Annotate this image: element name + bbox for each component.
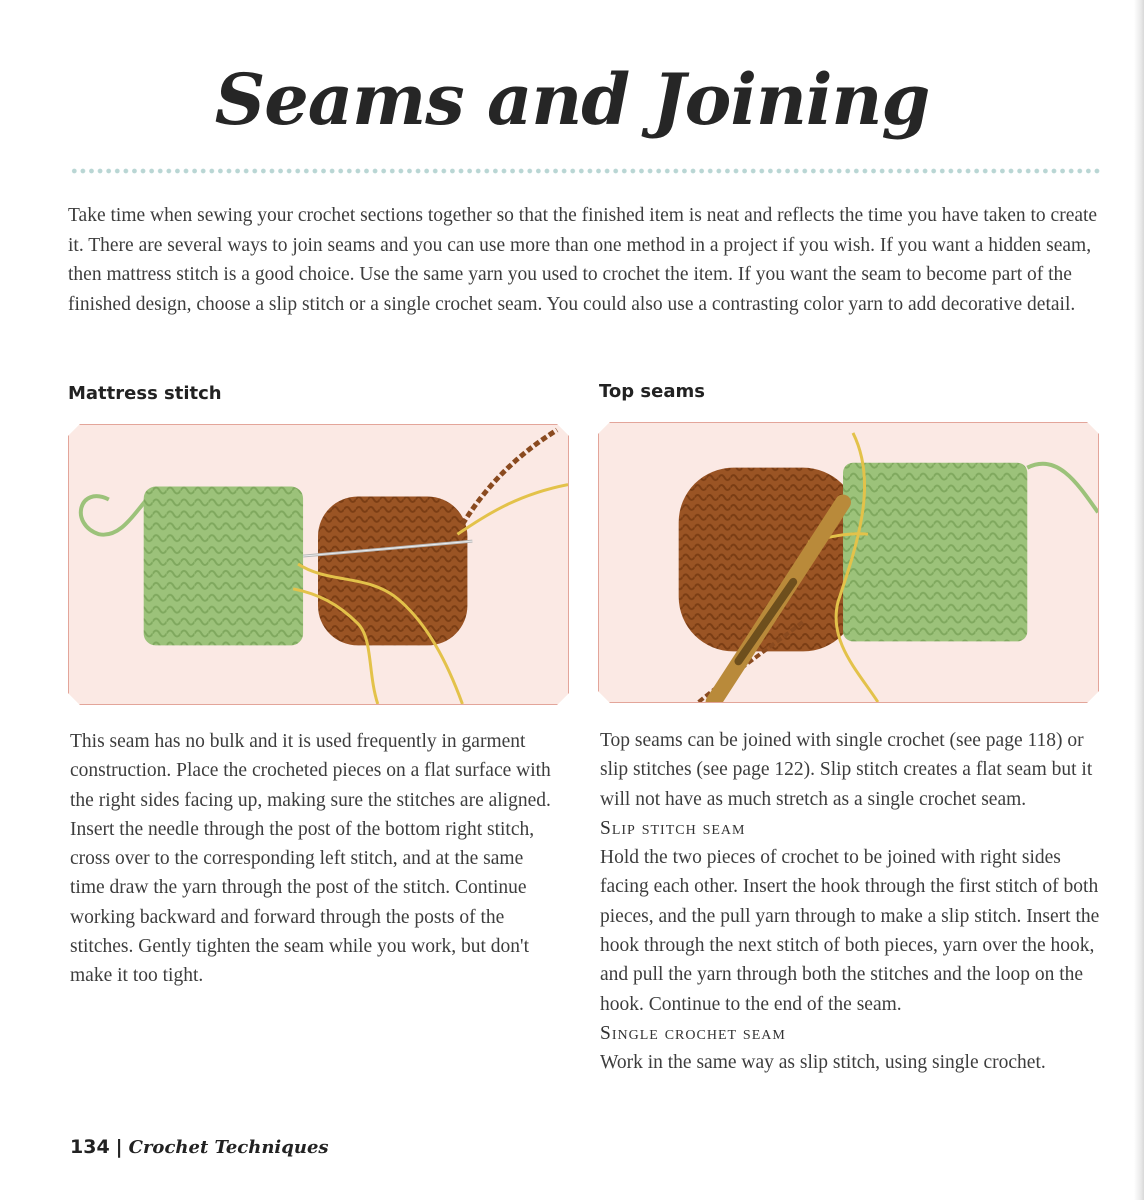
single-crochet-seam-text: Work in the same way as slip stitch, using single crochet.	[600, 1052, 1046, 1074]
top-seams-heading: Top seams	[599, 381, 705, 402]
footer-separator: |	[115, 1136, 123, 1158]
page-number: 134	[70, 1136, 110, 1158]
mattress-stitch-photo	[68, 424, 569, 705]
dotted-divider	[70, 167, 1102, 175]
slip-stitch-seam-text: Hold the two pieces of crochet to be joined with right sides facing each other. Insert the hook through the first stitch of both pieces, and the pull yarn through to make a slip stitch. Insert the hook through the next stitch of both pieces, yarn over the hook, and pull the yarn through both the stitches and the loop on the hook. Continue to the end of the seam.	[600, 847, 1100, 1015]
page-title: Seams and Joining	[214, 58, 930, 141]
top-seams-photo	[598, 422, 1099, 703]
single-crochet-seam-label: Single crochet seam	[600, 1022, 786, 1044]
top-seams-intro: Top seams can be joined with single crochet (see page 118) or slip stitches (see page 122). Slip stitch creates a flat seam but it will not have as much stretch as a single crochet seam.	[600, 730, 1093, 810]
section-title: Crochet Techniques	[128, 1137, 329, 1158]
page-edge	[1134, 0, 1144, 1200]
intro-paragraph: Take time when sewing your crochet sections together so that the finished item is neat and reflects the time you have taken to create it. There are several ways to join seams and you can use more than one method in a project if you wish. If you want a hidden seam, then mattress stitch is a good choice. Use the same yarn you used to crochet the item. If you want the seam to become part of the finished design, choose a slip stitch or a single crochet seam. You could also use a contrasting color yarn to add decorative detail.	[68, 205, 1098, 315]
page-footer	[70, 1136, 329, 1158]
slip-stitch-seam-label: Slip stitch seam	[600, 817, 746, 839]
mattress-stitch-text: This seam has no bulk and it is used frequently in garment construction. Place the crocheted pieces on a flat surface with the right sides facing up, making sure the stitches are aligned. Insert the needle through the post of the bottom right stitch, cross over to the corresponding left stitch, and at the same time draw the yarn through the post of the stitch. Continue working backward and forward through the posts of the stitches. Gently tighten the seam while you work, but don't make it too tight.	[70, 731, 551, 987]
top-seams-text-block	[600, 726, 1106, 1078]
mattress-stitch-heading: Mattress stitch	[68, 383, 222, 404]
